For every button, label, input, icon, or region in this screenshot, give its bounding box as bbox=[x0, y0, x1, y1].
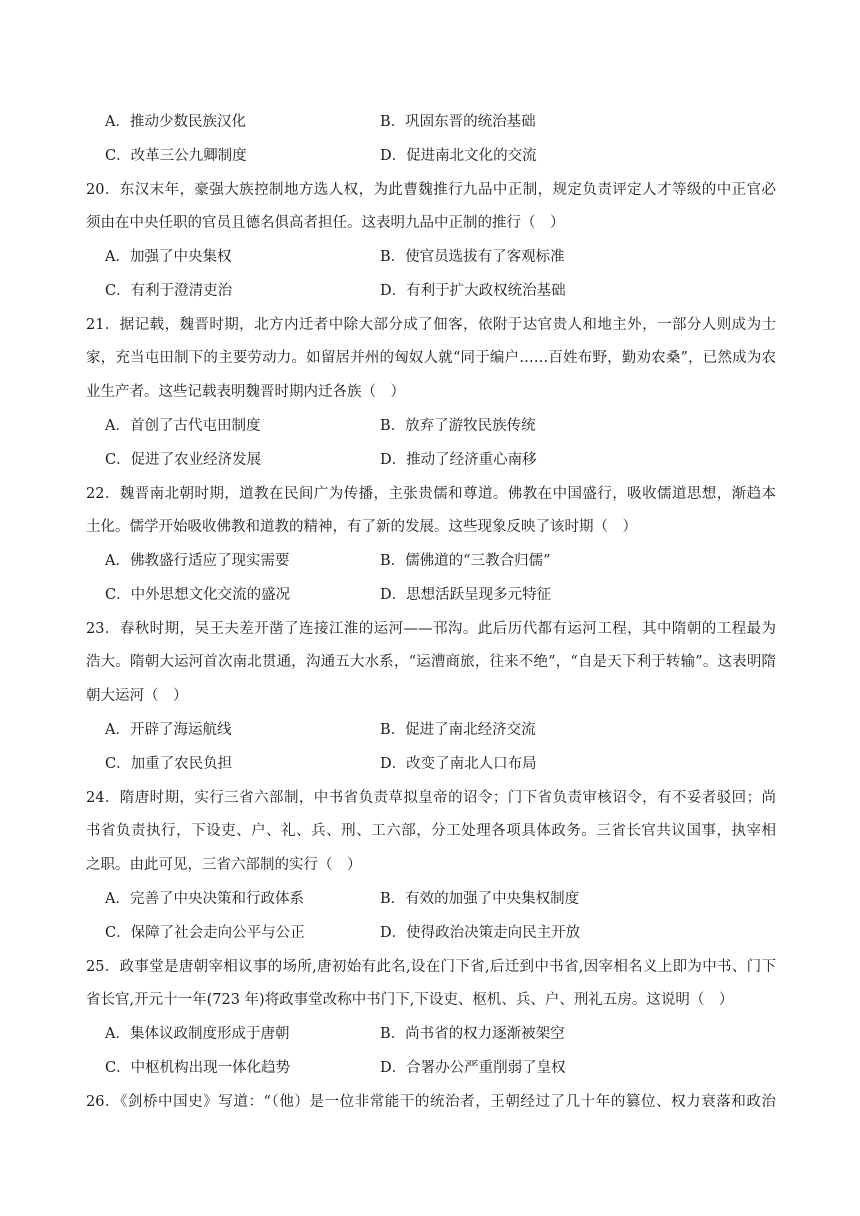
question-24-line-2: 书省负责执行，下设吏、户、礼、兵、刑、工六部，分工处理各项具体政务。三省长官共议国事，执宰相 bbox=[86, 823, 776, 839]
question-21-line-3: 业生产者。这些记载表明魏晋时期内迁各族（ ） bbox=[86, 384, 405, 400]
question-22-line-2: 土化。儒学开始吸收佛教和道教的精神，有了新的发展。这些现象反映了该时期（ ） bbox=[86, 519, 637, 535]
option-c: C．中枢机构出现一体化趋势 bbox=[105, 1060, 291, 1076]
option-b: B．巩固东晋的统治基础 bbox=[380, 114, 536, 130]
option-d: D．推动了经济重心南移 bbox=[380, 452, 537, 468]
option-b: B．有效的加强了中央集权制度 bbox=[380, 891, 580, 907]
option-a: A．开辟了海运航线 bbox=[105, 722, 232, 738]
option-d: D．思想活跃呈现多元特征 bbox=[380, 587, 552, 603]
option-c: C．保障了社会走向公平与公正 bbox=[105, 925, 305, 941]
option-b: B．儒佛道的“三教合归儒” bbox=[380, 553, 551, 569]
question-24-line-1: 24．隋唐时期，实行三省六部制，中书省负责草拟皇帝的诏令；门下省负责审核诏令，有不妥者驳回；尚 bbox=[86, 790, 776, 806]
question-21-line-1: 21．据记载，魏晋时期，北方内迁者中除大部分成了佃客，依附于达官贵人和地主外，一部分人则成为士 bbox=[86, 317, 776, 333]
option-d: D．改变了南北人口布局 bbox=[380, 756, 537, 772]
question-23-line-3: 朝大运河（ ） bbox=[86, 688, 188, 704]
option-c: C．有利于澄清吏治 bbox=[105, 283, 233, 299]
question-24-line-3: 之职。由此可见，三省六部制的实行（ ） bbox=[86, 857, 362, 873]
question-25-line-2: 省长官,开元十一年(723 年)将政事堂改称中书门下,下设吏、枢机、兵、户、刑礼五房。这说明（ ） bbox=[86, 992, 734, 1008]
option-c: C．中外思想文化交流的盛况 bbox=[105, 587, 291, 603]
question-25-line-1: 25．政事堂是唐朝宰相议事的场所,唐初始有此名,设在门下省,后迁到中书省,因宰相名义上即为中书、门下 bbox=[86, 959, 776, 975]
option-c: C．改革三公九卿制度 bbox=[105, 148, 247, 164]
question-23-line-1: 23．春秋时期，吴王夫差开凿了连接江淮的运河——邗沟。此后历代都有运河工程，其中隋朝的工程最为 bbox=[86, 621, 776, 637]
option-d: D．使得政治决策走向民主开放 bbox=[380, 925, 581, 941]
question-22-line-1: 22．魏晋南北朝时期，道教在民间广为传播，主张贵儒和尊道。佛教在中国盛行，吸收儒道思想，渐趋本 bbox=[86, 486, 776, 502]
option-d: D．合署办公严重削弱了皇权 bbox=[380, 1060, 566, 1076]
question-23-line-2: 浩大。隋朝大运河首次南北贯通，沟通五大水系，“运漕商旅，往来不绝”，“自是天下利于转输”。这表明隋 bbox=[86, 654, 776, 670]
option-b: B．放弃了游牧民族传统 bbox=[380, 418, 536, 434]
option-a: A．加强了中央集权 bbox=[105, 249, 232, 265]
option-b: B．尚书省的权力逐渐被架空 bbox=[380, 1026, 565, 1042]
option-a: A．佛教盛行适应了现实需要 bbox=[105, 553, 290, 569]
question-20-line-1: 20．东汉末年，豪强大族控制地方选人权，为此曹魏推行九品中正制，规定负责评定人才等级的中正官必 bbox=[86, 182, 776, 198]
option-d: D．促进南北文化的交流 bbox=[380, 148, 537, 164]
question-20-line-2: 须由在中央任职的官员且德名俱高者担任。这表明九品中正制的推行（ ） bbox=[86, 215, 565, 231]
option-b: B．促进了南北经济交流 bbox=[380, 722, 536, 738]
option-a: A．集体议政制度形成于唐朝 bbox=[105, 1026, 290, 1042]
option-b: B．使官员选拔有了客观标准 bbox=[380, 249, 565, 265]
option-a: A．首创了古代屯田制度 bbox=[105, 418, 261, 434]
option-a: A．推动少数民族汉化 bbox=[105, 114, 246, 130]
option-d: D．有利于扩大政权统治基础 bbox=[380, 283, 566, 299]
question-21-line-2: 家，充当屯田制下的主要劳动力。如留居并州的匈奴人就“同于编户……百姓布野，勤劝农桑”，已然成为农 bbox=[86, 350, 776, 366]
question-26-line-1: 26．《剑桥中国史》写道：“（他）是一位非常能干的统治者，王朝经过了几十年的篡位、权力衰落和政治 bbox=[86, 1094, 776, 1110]
option-c: C．加重了农民负担 bbox=[105, 756, 233, 772]
option-c: C．促进了农业经济发展 bbox=[105, 452, 262, 468]
option-a: A．完善了中央决策和行政体系 bbox=[105, 891, 304, 907]
